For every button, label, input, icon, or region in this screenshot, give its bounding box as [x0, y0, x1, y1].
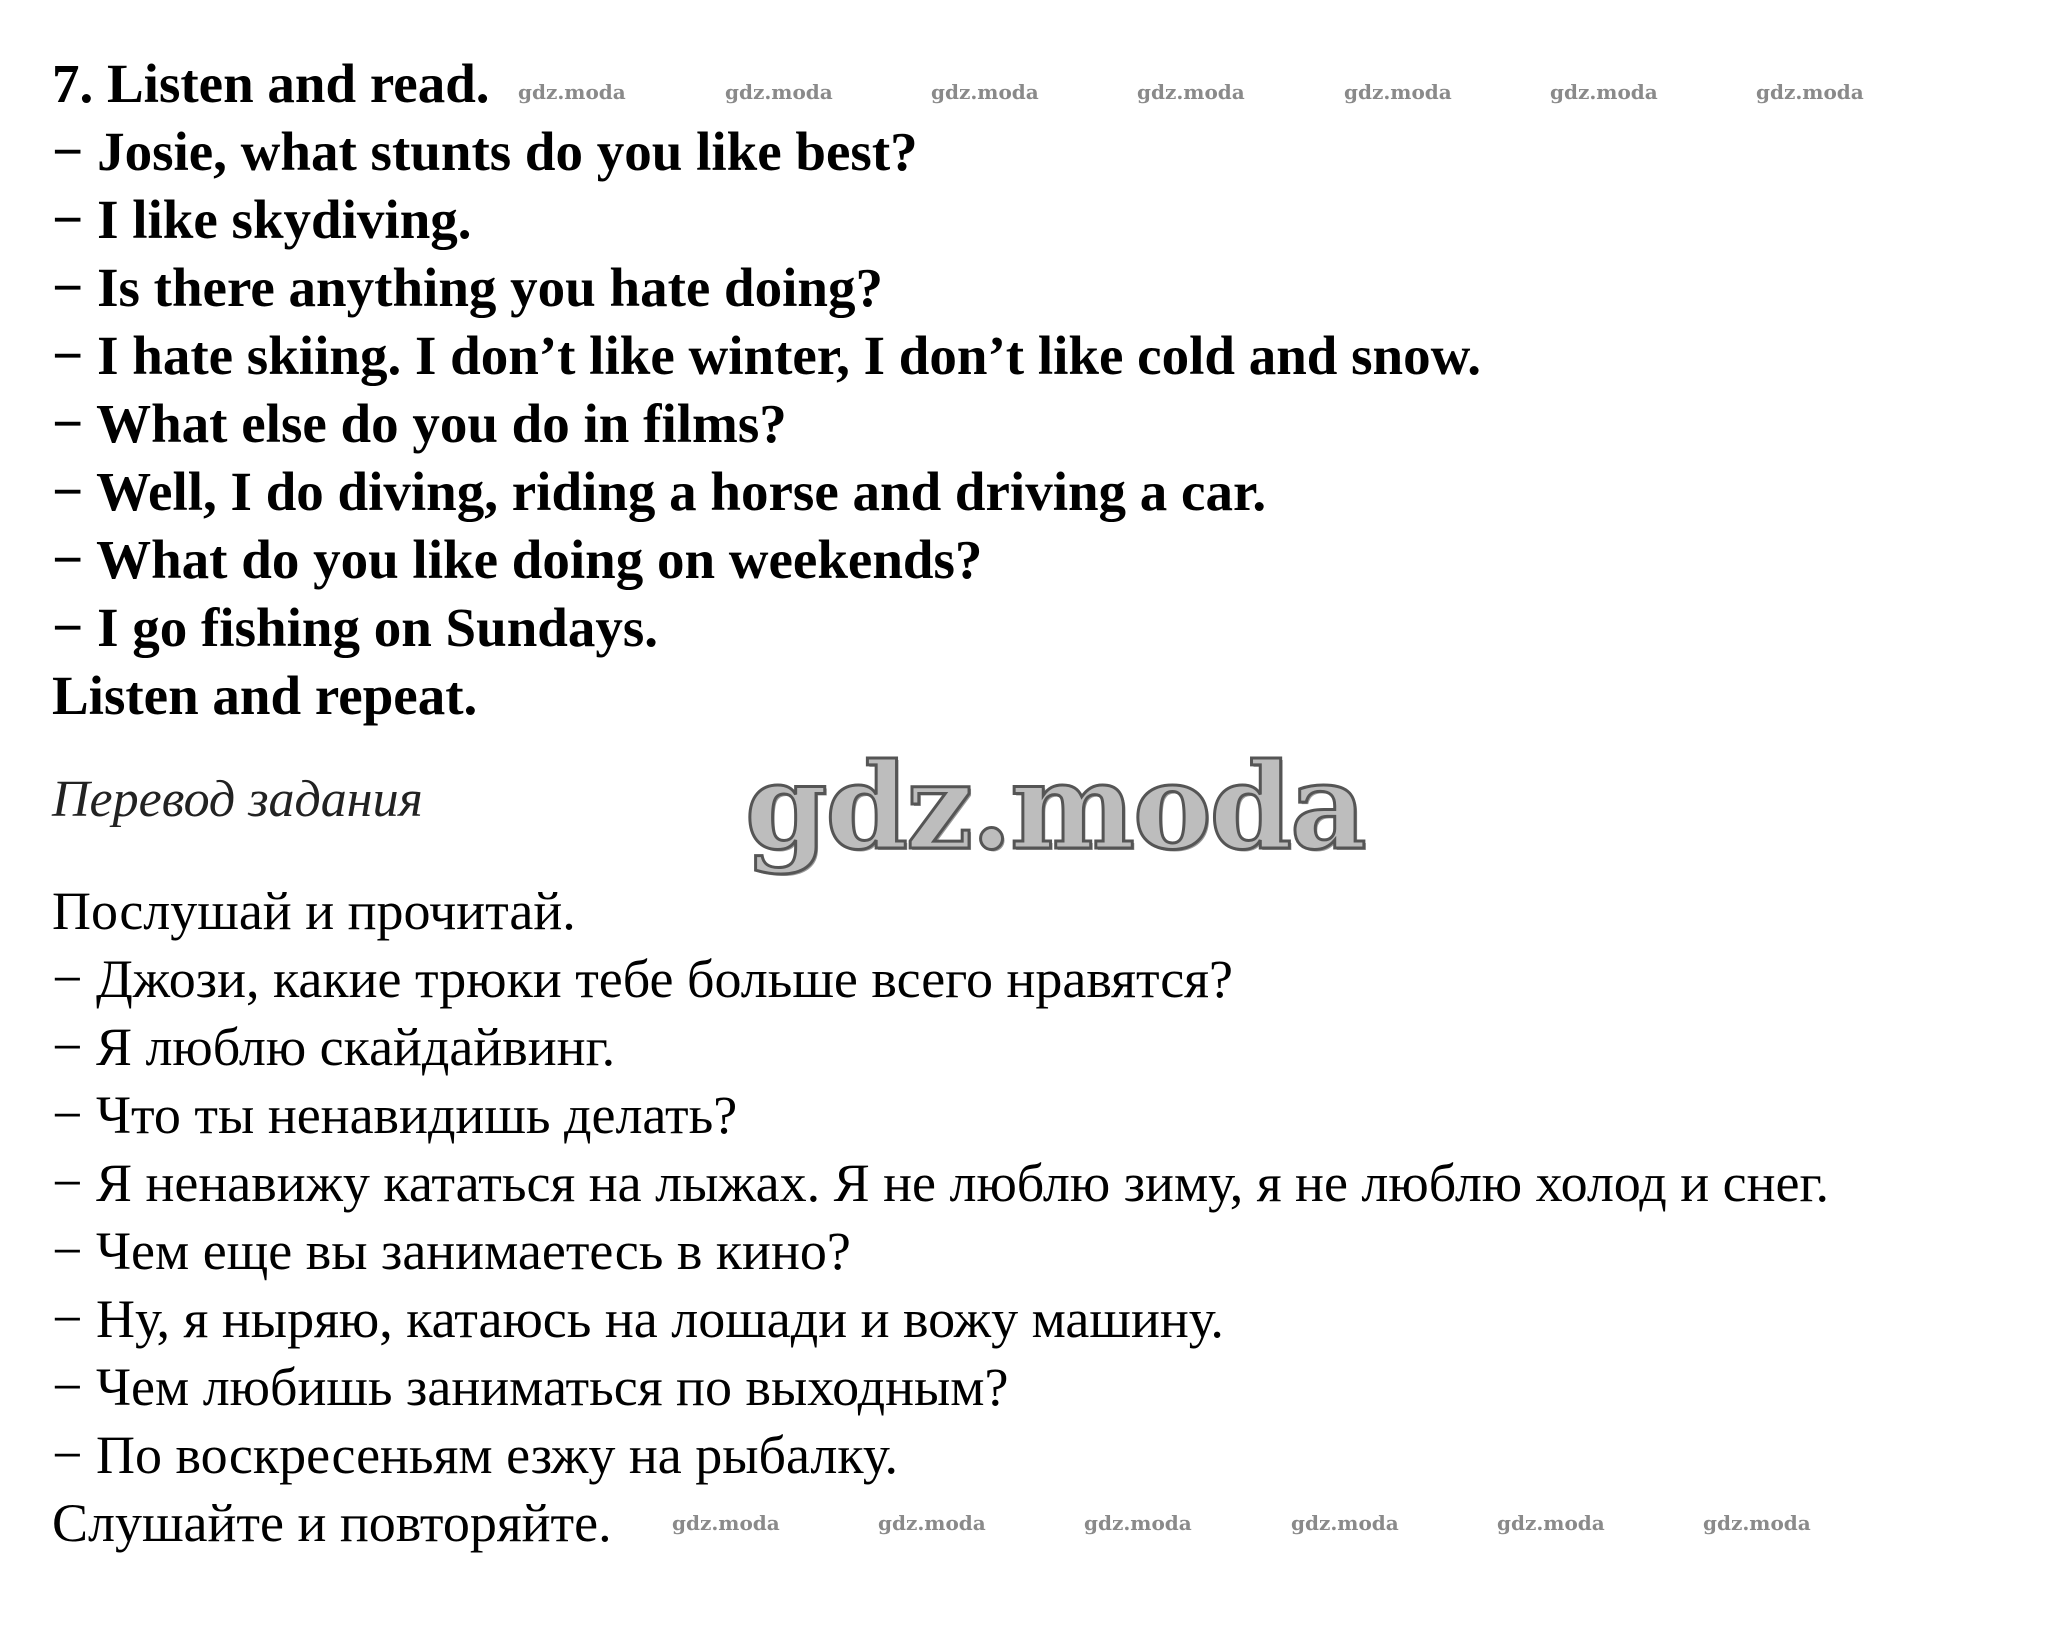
watermark-text: gdz.moda [672, 1511, 780, 1535]
watermark-text: gdz.moda [878, 1511, 986, 1535]
dialogue-line: − Well, I do diving, riding a horse and driving a car. [52, 461, 1267, 522]
translation-line: − Ну, я ныряю, катаюсь на лошади и вожу машину. [52, 1289, 1224, 1349]
translation-line: − Чем любишь заниматься по выходным? [52, 1357, 1009, 1417]
watermark-text: gdz.moda [725, 80, 833, 104]
translation-line: − Чем еще вы занимаетесь в кино? [52, 1221, 851, 1281]
watermark-text: gdz.moda [1291, 1511, 1399, 1535]
watermark-text: gdz.moda [1703, 1511, 1811, 1535]
watermark-row-top [0, 82, 2049, 106]
dialogue-line: − What do you like doing on weekends? [52, 529, 983, 590]
watermark-text: gdz.moda [931, 80, 1039, 104]
task-heading: 7. Listen and read. [52, 53, 490, 114]
task-closing: Listen and repeat. [52, 665, 478, 726]
dialogue-line: − What else do you do in films? [52, 393, 787, 454]
dialogue-line: − I like skydiving. [52, 189, 472, 250]
translation-line: − Я ненавижу кататься на лыжах. Я не люблю зиму, я не люблю холод и снег. [52, 1153, 1830, 1213]
dialogue-line: − Josie, what stunts do you like best? [52, 121, 918, 182]
translation-line: − По воскресеньям езжу на рыбалку. [52, 1425, 898, 1485]
watermark-text: gdz.moda [1756, 80, 1864, 104]
watermark-text: gdz.moda [1550, 80, 1658, 104]
translation-line: − Джози, какие трюки тебе больше всего нравятся? [52, 949, 1233, 1009]
watermark-logo: gdz.moda [745, 737, 1365, 876]
watermark-text: gdz.moda [1497, 1511, 1605, 1535]
watermark-text: gdz.moda [1137, 80, 1245, 104]
dialogue-line: − I hate skiing. I don’t like winter, I don’t like cold and snow. [52, 325, 1482, 386]
dialogue-line: − I go fishing on Sundays. [52, 597, 659, 658]
translation-label: Перевод задания [52, 771, 423, 828]
dialogue-line: − Is there anything you hate doing? [52, 257, 884, 318]
translation-line: − Я люблю скайдайвинг. [52, 1017, 616, 1077]
translation-heading: Послушай и прочитай. [52, 881, 576, 941]
watermark-row-bottom [0, 1513, 2049, 1537]
translation-closing: Слушайте и повторяйте. [52, 1493, 612, 1553]
watermark-text: gdz.moda [1084, 1511, 1192, 1535]
watermark-text: gdz.moda [1344, 80, 1452, 104]
translation-line: − Что ты ненавидишь делать? [52, 1085, 738, 1145]
watermark-text: gdz.moda [518, 80, 626, 104]
